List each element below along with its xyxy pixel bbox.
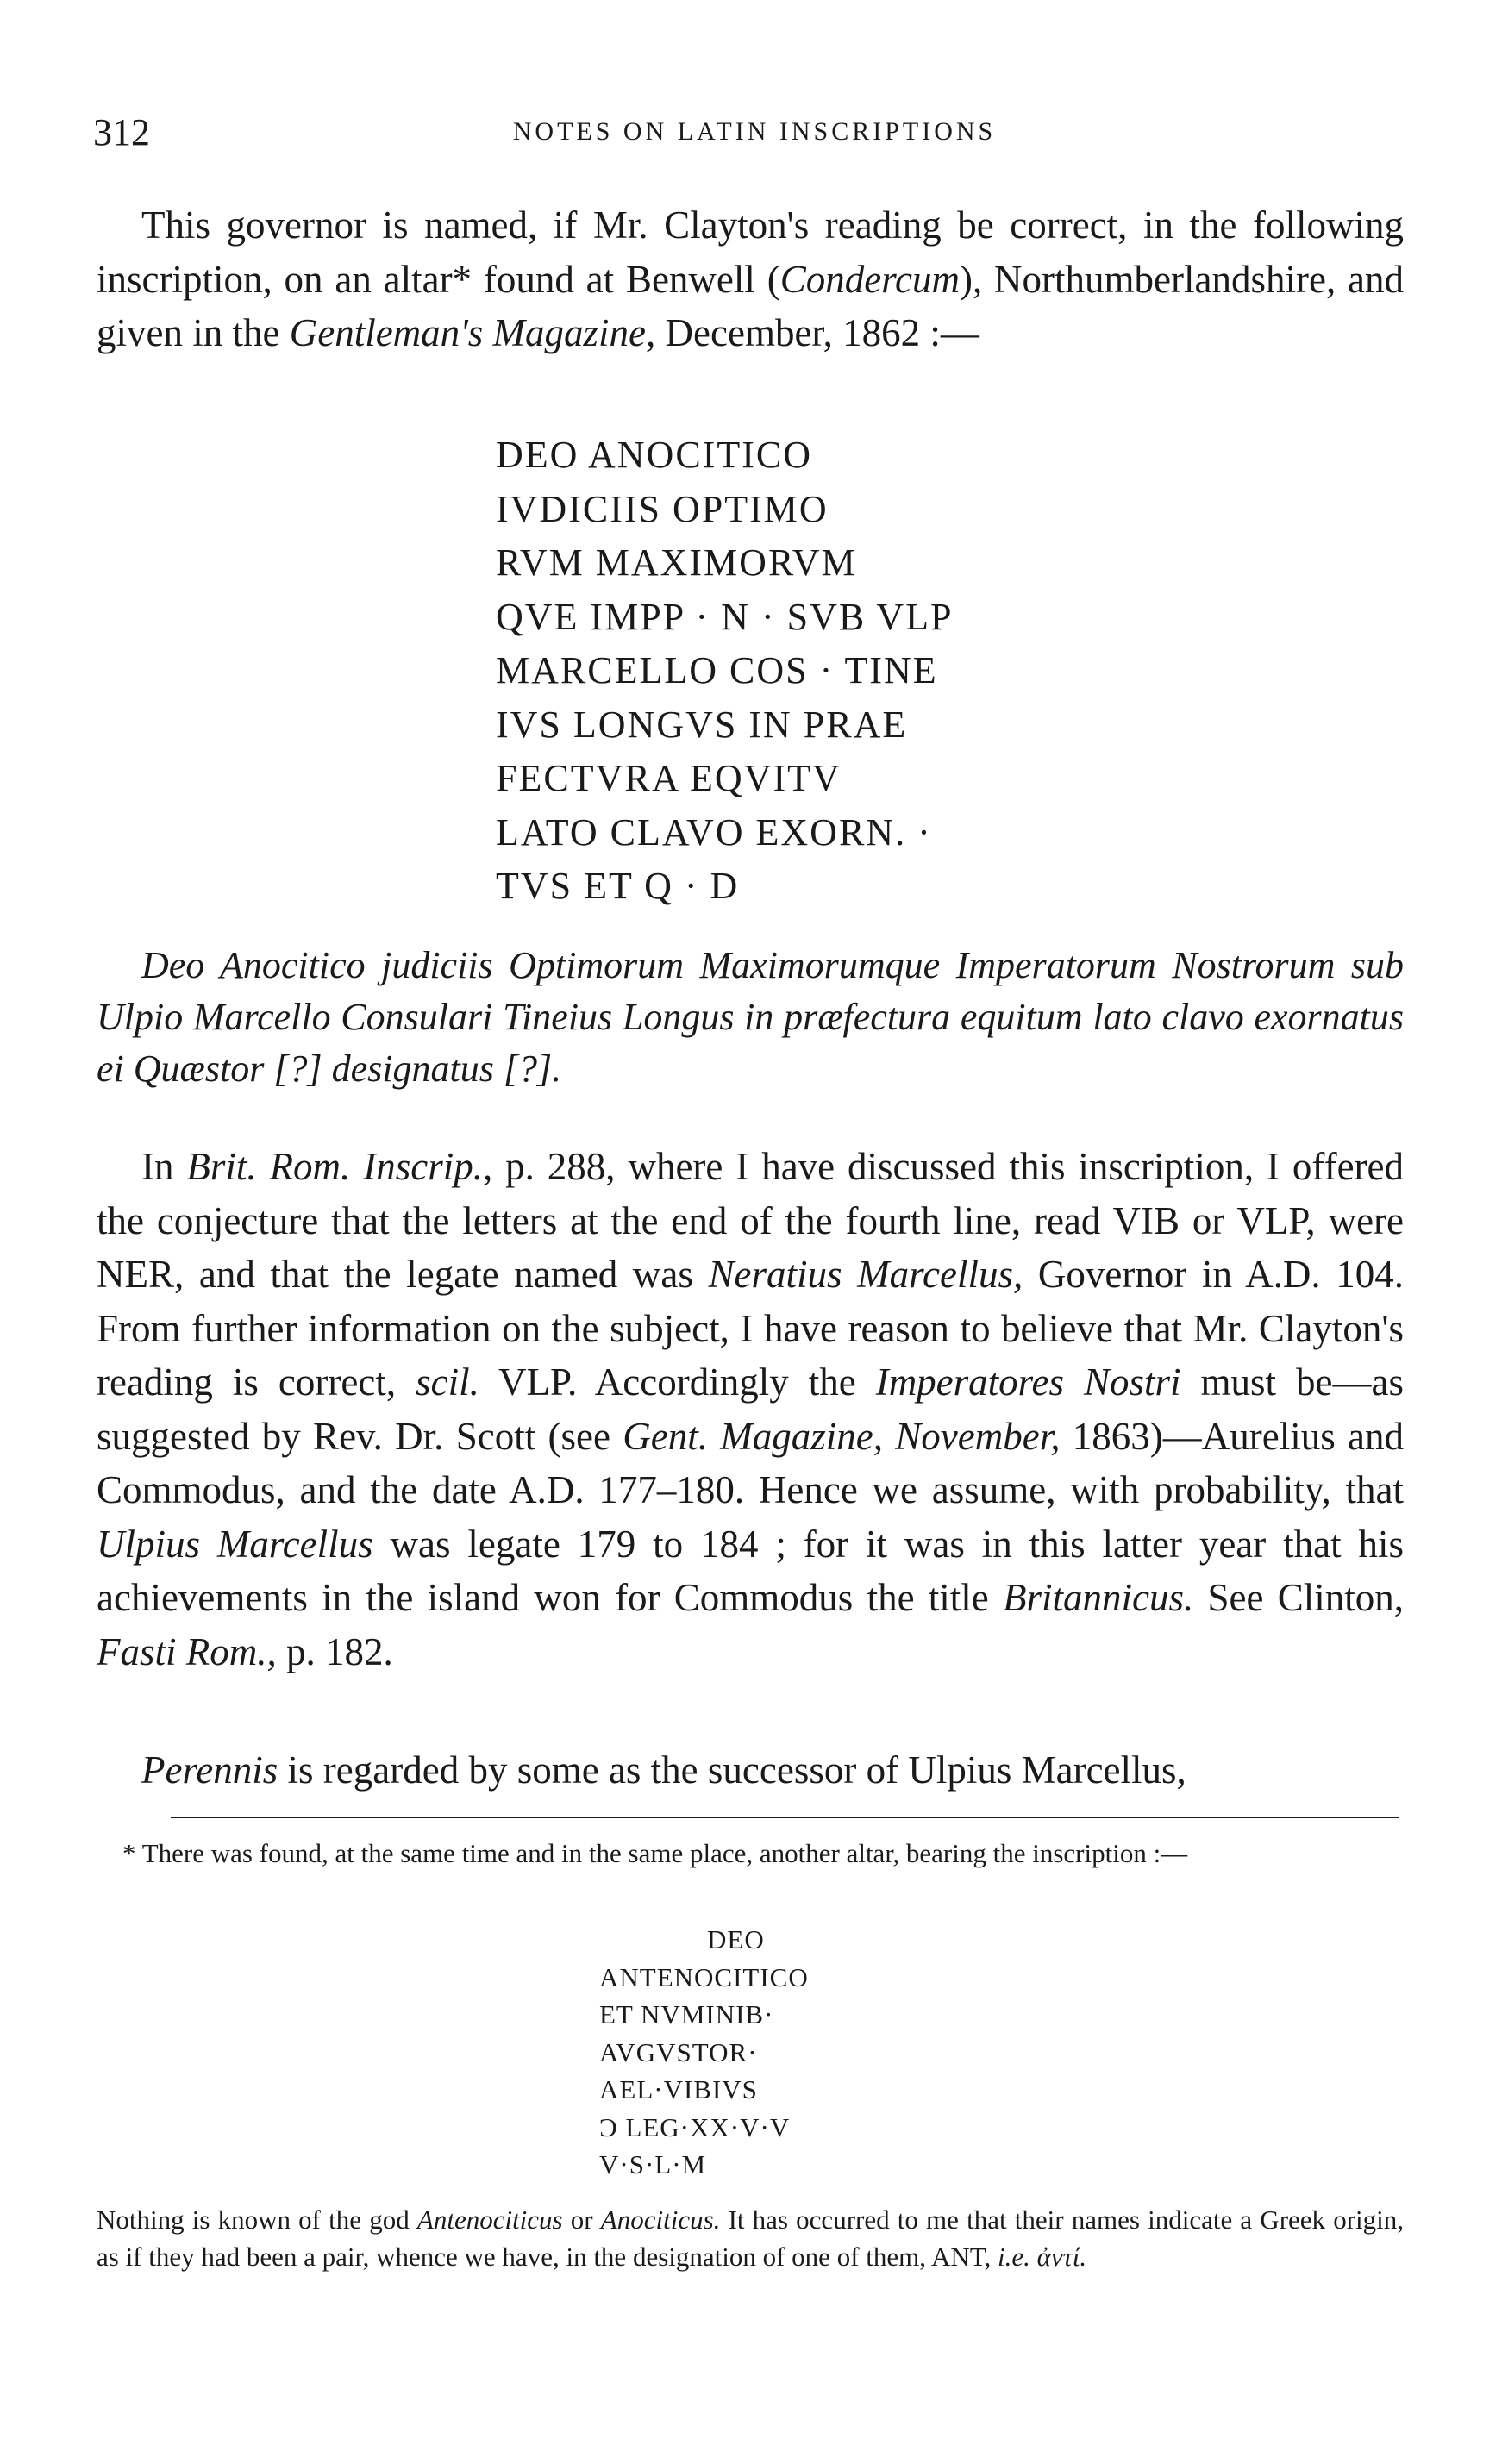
page-number: 312 xyxy=(93,111,150,153)
footnote-inscription-line: V·S·L·M xyxy=(599,2149,707,2179)
perennis-paragraph xyxy=(97,1743,1404,1798)
footnote-note-text: It has occurred to me that their names indicate a Greek origin, as if they had been a pair, whence we have, in the designation of one of them, ANT, xyxy=(97,2204,1405,2272)
footnote-inscription-line: DEO xyxy=(707,1924,765,1954)
footnote-intro: * There was found, at the same time and in the same place, another altar, bearing the inscription :— xyxy=(122,1838,1188,1868)
discussion-text: p. 288, where I have discussed this inscription, I offered the conjecture that the letters at the end of the fourth line, read VIB or VLP, were NER, and that the legate named was xyxy=(97,1145,1404,1296)
footnote-inscription xyxy=(599,1921,809,2184)
discussion-title: Britannicus. xyxy=(1003,1576,1194,1619)
inscription-line: TVS ET Q · D xyxy=(496,865,740,907)
footnote-note-text: or xyxy=(562,2204,601,2235)
intro-text-2: ), Northumberlandshire, and given in the xyxy=(97,257,1404,354)
discussion-text: was legate 179 to 184 ; for it was in this latter year that his achievements in the island won for Commodus the title xyxy=(97,1522,1404,1619)
discussion-citation: Fasti Rom., xyxy=(97,1629,277,1673)
inscription-line: RVM MAXIMORVM xyxy=(496,541,857,584)
intro-paragraph xyxy=(97,198,1404,360)
running-title: NOTES ON LATIN INSCRIPTIONS xyxy=(512,117,997,146)
discussion-text: VLP. Accordingly the xyxy=(479,1360,876,1404)
discussion-citation: Brit. Rom. Inscrip., xyxy=(186,1145,493,1188)
discussion-text: p. 182. xyxy=(276,1629,393,1673)
intro-text-3: December, 1862 :— xyxy=(655,311,979,354)
footnote-inscription-line: AVGVSTOR· xyxy=(599,2036,758,2067)
discussion-text: must be—as suggested by Rev. Dr. Scott (see xyxy=(97,1360,1405,1458)
altar-inscription xyxy=(496,428,954,914)
discussion-text: See Clinton, xyxy=(1193,1576,1404,1619)
inscription-line: IVS LONGVS IN PRAE xyxy=(496,703,908,746)
footnote-inscription-line: ET NVMINIB· xyxy=(599,1999,774,2029)
discussion-text: Governor in A.D. 104. From further information on the subject, I have reason to believe that Mr. Clayton's reading is correct, xyxy=(97,1253,1404,1404)
intro-text-1: This governor is named, if Mr. Clayton's reading be correct, in the following inscription, on an altar* found at Benwell ( xyxy=(97,203,1404,301)
footnote-inscription-line: AEL·VIBIVS xyxy=(599,2074,758,2104)
discussion-text: 1863)—Aurelius and Commodus, and the date A.D. 177–180. Hence we assume, with probability, that xyxy=(97,1414,1404,1511)
inscription-line: LATO CLAVO EXORN. · xyxy=(496,810,932,854)
inscription-translation: Deo Anocitico judiciis Optimorum Maximorumque Imperatorum Nostrorum sub Ulpio Marcello Consulari Tineius Longus in præfectura equitum lato clavo exornatus ei Quæstor [?] designatus [?]. xyxy=(97,944,1404,1090)
intro-place-name: Condercum xyxy=(779,257,961,301)
discussion-text: In xyxy=(141,1145,187,1188)
discussion-paragraph xyxy=(97,1140,1404,1679)
inscription-line: MARCELLO COS · TINE xyxy=(496,649,938,691)
inscription-line: FECTVRA EQVITV xyxy=(496,757,842,799)
footnote-inscription-line: ANTENOCITICO xyxy=(599,1961,809,1992)
discussion-abbrev: scil. xyxy=(416,1360,479,1404)
footnote-rule xyxy=(171,1817,1399,1818)
footnote-god-name: Antenociticus xyxy=(416,2204,563,2235)
discussion-term: Imperatores Nostri xyxy=(875,1360,1181,1404)
perennis-text: is regarded by some as the successor of Ulpius Marcellus, xyxy=(278,1748,1186,1792)
footnote-inscription-line: Ɔ LEG·XX·V·V xyxy=(599,2111,791,2142)
inscription-line: IVDICIIS OPTIMO xyxy=(496,487,829,530)
inscription-line: DEO ANOCITICO xyxy=(496,434,812,476)
perennis-name: Perennis xyxy=(141,1748,278,1792)
inscription-line: QVE IMPP · N · SVB VLP xyxy=(496,595,954,638)
running-head xyxy=(93,110,1416,159)
discussion-name: Neratius Marcellus, xyxy=(708,1253,1023,1296)
footnote-note-text: Nothing is known of the god xyxy=(97,2204,417,2235)
footnote-note xyxy=(97,2201,1404,2275)
footnote-god-name: Anociticus. xyxy=(600,2204,721,2235)
discussion-citation: Gent. Magazine, November, xyxy=(623,1414,1061,1458)
footnote-greek-gloss: i.e. ἀντί. xyxy=(997,2242,1087,2272)
intro-magazine-title: Gentleman's Magazine, xyxy=(289,311,656,354)
discussion-name: Ulpius Marcellus xyxy=(97,1522,373,1566)
